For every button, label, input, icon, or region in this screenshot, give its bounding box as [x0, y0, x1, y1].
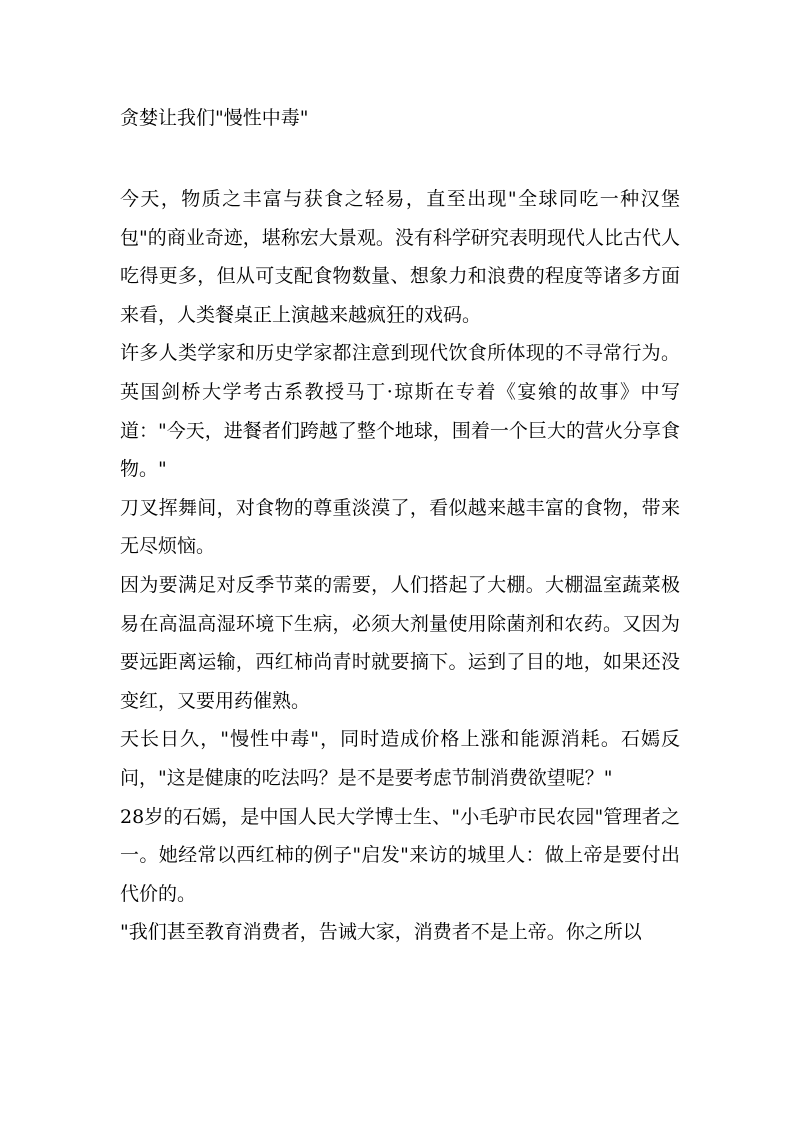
document-body	[120, 180, 680, 952]
paragraph: 28岁的石嫣，是中国人民大学博士生、"小毛驴市民农园"管理者之一。她经常以西红柿的例子"启发"来访的城里人：做上帝是要付出代价的。	[120, 805, 680, 905]
document-title: 贪婪让我们"慢性中毒"	[120, 107, 309, 129]
paragraph: 天长日久，"慢性中毒"，同时造成价格上涨和能源消耗。石嫣反问，"这是健康的吃法吗？是不是要考虑节制消费欲望呢？"	[120, 728, 680, 789]
paragraph: 因为要满足对反季节菜的需要，人们搭起了大棚。大棚温室蔬菜极易在高温高湿环境下生病，必须大剂量使用除菌剂和农药。又因为要远距离运输，西红柿尚青时就要摘下。运到了目的地，如果还没变红，又要用药催熟。	[120, 573, 680, 712]
paragraph: 许多人类学家和历史学家都注意到现代饮食所体现的不寻常行为。英国剑桥大学考古系教授马丁·琼斯在专着《宴飨的故事》中写道："今天，进餐者们跨越了整个地球，围着一个巨大的营火分享食物。"	[120, 342, 680, 481]
paragraph: 刀叉挥舞间，对食物的尊重淡漠了，看似越来越丰富的食物，带来无尽烦恼。	[120, 496, 680, 558]
paragraph: "我们甚至教育消费者，告诫大家，消费者不是上帝。你之所以	[120, 921, 642, 944]
paragraph: 今天，物质之丰富与获食之轻易，直至出现"全球同吃一种汉堡包"的商业奇迹，堪称宏大景观。没有科学研究表明现代人比古代人吃得更多，但从可支配食物数量、想象力和浪费的程度等诸多方面来看，人类餐桌正上演越来越疯狂的戏码。	[120, 188, 680, 326]
